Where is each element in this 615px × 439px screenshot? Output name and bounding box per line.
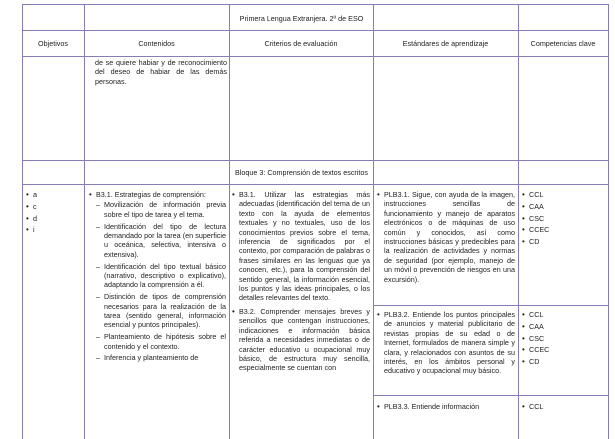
header-criterios: Criterios de evaluación <box>264 39 338 48</box>
list-item: • CSC <box>521 214 605 223</box>
table-border-left <box>22 4 23 439</box>
block-title: Bloque 3: Comprensión de textos escritos <box>234 168 369 177</box>
list-item: • PLB3.2. Entiende los puntos principales de anuncios y material publicitario de revistas propias de su edad o de Internet, formulados de manera simple y clara, y relacionados con asuntos de su interés, en los ámbitos personal y educativo y ocupacional muy básico. <box>376 310 515 376</box>
list-item: – Distinción de tipos de comprensión necesarios para la realización de la tarea (sentido general, información esencial y puntos principales). <box>96 292 226 330</box>
estandar-3 <box>376 402 515 414</box>
list-item: • B3.1. Utilizar las estrategias más adecuadas (identificación del tema de un texto con la ayuda de elementos textuales y no textuales, uso de los conocimientos previos sobre el tema, inferencia de significados por el contexto, por comparación de palabras o frases similares en las lenguas que ya conocen, etc.), para la comprensión del sentido general, la información esencial, los puntos y las ideas principales, o los detalles relevantes del texto. <box>231 190 370 303</box>
list-item: • CAA <box>521 322 605 331</box>
criterios-list <box>231 190 370 375</box>
list-item: • CSC <box>521 334 605 343</box>
column-divider <box>229 4 230 439</box>
competencias-3 <box>521 402 605 414</box>
list-item: • CD <box>521 237 605 246</box>
carryover-text: de se quiere habiar y de reconocimiento del deseo de habiar de las demás personas. <box>95 58 227 86</box>
row-divider <box>22 184 609 185</box>
contenidos-heading: • B3.1. Estrategias de comprensión: <box>88 190 226 199</box>
competencias-2 <box>521 310 605 369</box>
list-item: • B3.2. Comprender mensajes breves y sencillos que contengan instrucciones, indicaciones e información básica referida a necesidades inmediatas o de carácter educativo u ocupacional muy básico, de estructura muy sencilla, especialmente se cuentan con <box>231 307 370 373</box>
column-divider <box>373 4 374 439</box>
list-item: – Identificación del tipo textual básico (narrativo, descriptivo o explicativo), adaptando la comprensión a él. <box>96 262 226 290</box>
objetivos-list <box>25 190 81 237</box>
list-item: • CD <box>521 357 605 366</box>
header-contenidos: Contenidos <box>138 39 175 48</box>
estandar-1 <box>376 190 515 286</box>
list-item: • CCL <box>521 310 605 319</box>
row-divider <box>373 395 609 396</box>
list-item: – Movilización de información previa sobre el tipo de tarea y el tema. <box>96 200 226 219</box>
header-competencias: Competencias clave <box>530 39 596 48</box>
list-item: • CCEC <box>521 225 605 234</box>
list-item: • c <box>25 202 81 211</box>
contenidos-cell <box>88 190 226 365</box>
list-item: – Planteamiento de hipótesis sobre el contenido y el contexto. <box>96 332 226 351</box>
list-item: • PLB3.1. Sigue, con ayuda de la imagen, instrucciones sencillas de funcionamiento y manejo de aparatos electrónicos o de máquinas de uso común y conocidos, así como instrucciones básicas y predecibles para la realización de actividades y normas de seguridad (por ejemplo, manejo de un móvil o prevención de riesgos en una excursión). <box>376 190 515 284</box>
table-title: Primera Lengua Extranjera. 2º de ESO <box>239 14 364 23</box>
list-item: • i <box>25 225 81 234</box>
list-item: • CCEC <box>521 345 605 354</box>
list-item: • PLB3.3. Entiende información <box>376 402 515 411</box>
row-divider <box>22 56 609 57</box>
row-divider <box>373 305 609 306</box>
list-item: – Identificación del tipo de lectura demandado por la tarea (en superficie u oceánica, selectiva, intensiva o extensiva). <box>96 222 226 260</box>
column-divider <box>84 4 85 439</box>
column-divider <box>518 4 519 439</box>
header-estandares: Estándares de aprendizaje <box>402 39 489 48</box>
list-item: • d <box>25 214 81 223</box>
table-border-right <box>608 4 609 439</box>
estandar-2 <box>376 310 515 378</box>
row-divider <box>22 160 609 161</box>
header-objetivos: Objetivos <box>38 39 68 48</box>
list-item: • CAA <box>521 202 605 211</box>
row-divider <box>22 30 609 31</box>
list-item: – Inferencia y planteamiento de <box>96 353 226 362</box>
competencias-1 <box>521 190 605 249</box>
table-border-top <box>22 4 609 5</box>
list-item: • CCL <box>521 402 605 411</box>
list-item: • a <box>25 190 81 199</box>
list-item: • CCL <box>521 190 605 199</box>
